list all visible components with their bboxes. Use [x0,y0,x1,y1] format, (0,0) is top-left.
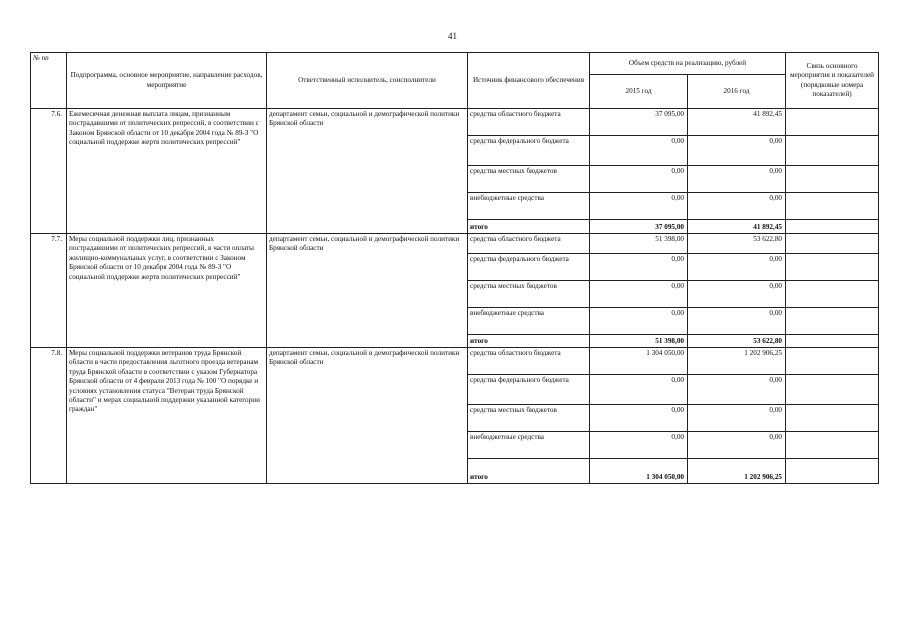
amount-2015: 0,00 [590,405,688,432]
indicator-link-cell [786,348,879,375]
program-table [30,52,879,484]
amount-2016: 41 892,45 [688,220,786,234]
source-label: средства областного бюджета [468,109,590,136]
amount-2016: 1 202 906,25 [688,348,786,375]
source-label: средства федерального бюджета [468,136,590,166]
source-label: внебюджетные средства [468,193,590,220]
amount-2015: 0,00 [590,375,688,405]
indicator-link-cell [786,109,879,136]
header-year-2016: 2016 год [688,75,786,109]
amount-2016: 1 202 906,25 [688,459,786,484]
amount-2016: 0,00 [688,281,786,308]
amount-2016: 0,00 [688,405,786,432]
source-label: средства местных бюджетов [468,166,590,193]
amount-2015: 51 398,00 [590,234,688,254]
page-number: 41 [448,31,457,41]
amount-2016: 0,00 [688,166,786,193]
header-link: Связь основного мероприятия и показателей (порядковые номера показателей) [786,53,879,109]
amount-2016: 0,00 [688,432,786,459]
table-row [31,348,879,375]
indicator-link-cell [786,432,879,459]
indicator-link-cell [786,193,879,220]
indicator-link-cell [786,220,879,234]
indicator-link-cell [786,405,879,432]
executor-name: департамент семьи, социальной и демографической политики Брянской области [267,234,468,348]
amount-2016: 53 622,80 [688,234,786,254]
source-label: внебюджетные средства [468,432,590,459]
amount-2016: 53 622,80 [688,335,786,348]
indicator-link-cell [786,281,879,308]
table-row [31,109,879,136]
amount-2015: 51 398,00 [590,335,688,348]
table-row [31,234,879,254]
amount-2016: 0,00 [688,254,786,281]
header-year-2015: 2015 год [590,75,688,109]
header-source: Источник финансового обеспечения [468,53,590,109]
source-label: итого [468,220,590,234]
header-num: № пп [31,53,67,109]
table-body [31,109,879,484]
row-number: 7.7. [31,234,67,348]
header-volume: Объем средств на реализацию, рублей [590,53,786,75]
amount-2015: 0,00 [590,281,688,308]
indicator-link-cell [786,459,879,484]
amount-2016: 0,00 [688,193,786,220]
amount-2015: 0,00 [590,254,688,281]
indicator-link-cell [786,375,879,405]
indicator-link-cell [786,234,879,254]
source-label: внебюджетные средства [468,308,590,335]
measure-name: Ежемесячная денежная выплата лицам, признанным пострадавшими от политических репрессий, в соответствии с Законом Брянской области от 10 декабря 2004 года № 89-З "О социальной поддержке жертв политических репрессий" [67,109,267,234]
measure-name: Меры социальной поддержки ветеранов труда Брянской области в части предоставления льготного проезда ветеранам труда Брянской области в соответствии с указом Губернатора Брянской области от 4 февраля 2013 года № 100 "О порядке и условиях установления статуса "Ветеран труда Брянской области" и мерах социальной поддержки указанной категории граждан" [67,348,267,484]
executor-name: департамент семьи, социальной и демографической политики Брянской области [267,348,468,484]
amount-2015: 1 304 050,00 [590,459,688,484]
source-label: средства областного бюджета [468,348,590,375]
amount-2015: 37 095,00 [590,220,688,234]
amount-2016: 0,00 [688,375,786,405]
amount-2015: 0,00 [590,308,688,335]
amount-2015: 0,00 [590,166,688,193]
measure-name: Меры социальной поддержки лиц, признанных пострадавшими от политических репрессий, в части оплаты жилищно-коммунальных услуг, в соответствии с Законом Брянской области от 10 декабря 2004 года № 89-З "О социальной поддержке жертв политических репрессий" [67,234,267,348]
indicator-link-cell [786,254,879,281]
source-label: средства местных бюджетов [468,405,590,432]
header-subprogram: Подпрограмма, основное мероприятие, направление расходов, мероприятие [67,53,267,109]
row-number: 7.8. [31,348,67,484]
amount-2015: 0,00 [590,432,688,459]
source-label: средства областного бюджета [468,234,590,254]
source-label: итого [468,459,590,484]
indicator-link-cell [786,335,879,348]
amount-2015: 0,00 [590,193,688,220]
row-number: 7.6. [31,109,67,234]
source-label: средства федерального бюджета [468,375,590,405]
indicator-link-cell [786,136,879,166]
amount-2015: 0,00 [590,136,688,166]
amount-2016: 41 892,45 [688,109,786,136]
amount-2015: 37 095,00 [590,109,688,136]
source-label: средства местных бюджетов [468,281,590,308]
amount-2015: 1 304 050,00 [590,348,688,375]
source-label: итого [468,335,590,348]
amount-2016: 0,00 [688,136,786,166]
executor-name: департамент семьи, социальной и демографической политики Брянской области [267,109,468,234]
indicator-link-cell [786,166,879,193]
amount-2016: 0,00 [688,308,786,335]
indicator-link-cell [786,308,879,335]
header-executor: Ответственный исполнитель, соисполнители [267,53,468,109]
source-label: средства федерального бюджета [468,254,590,281]
